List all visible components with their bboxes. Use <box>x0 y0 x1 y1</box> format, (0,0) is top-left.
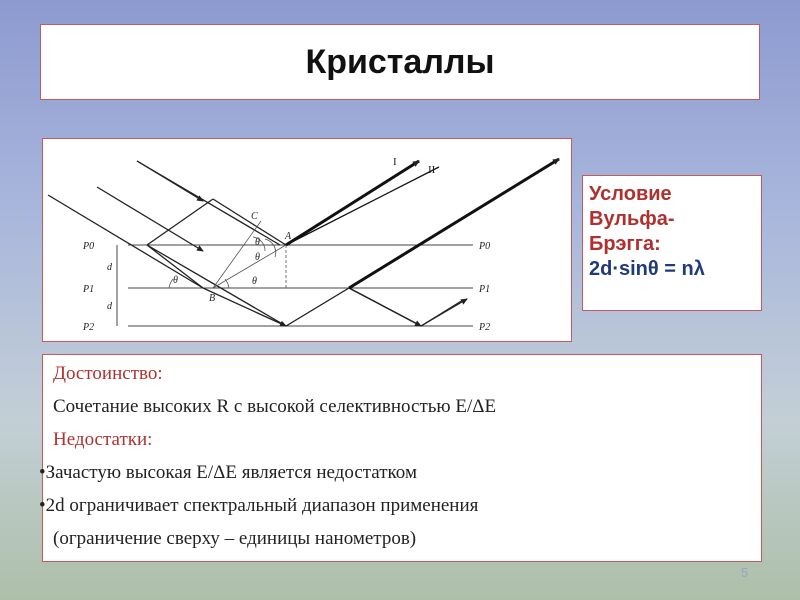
angle-label-4: θ <box>173 275 178 286</box>
disadvantage-text-2: 2d ограничивает спектральный диапазон применения <box>45 495 479 516</box>
notes-box <box>39 354 762 562</box>
advantages-text: Сочетание высоких R с высокой селективностью E/ΔE <box>53 396 497 417</box>
disadvantage-text-continuation: (ограничение сверху – единицы нанометров) <box>53 528 417 549</box>
bragg-diagram-svg <box>43 139 573 343</box>
spacing-label-1: d <box>107 262 112 273</box>
disadvantage-item: •Зачастую высокая E/ΔE является недостатком <box>39 462 417 483</box>
angle-label-3: θ <box>252 276 257 287</box>
plane-p0-label-left: P0 <box>83 241 95 252</box>
plane-p1-label-right: P1 <box>479 284 491 295</box>
ray-I-label: I <box>393 156 397 168</box>
construction-ba-line <box>213 245 286 288</box>
outgoing-ray-II <box>349 159 559 288</box>
reflection-upper-mid <box>213 199 286 245</box>
reflection-arrow-1 <box>203 288 286 326</box>
reflection-upper-left <box>147 199 213 245</box>
incident-ray-lower <box>48 195 203 288</box>
outgoing-ray-I-thin <box>286 167 439 245</box>
condition-line-2: Вульфа- <box>589 208 675 230</box>
reflection-arrow-3 <box>421 299 467 326</box>
advantages-heading: Достоинство: <box>53 363 163 384</box>
angle-arc-3 <box>225 279 229 288</box>
condition-line-1: Условие <box>589 183 672 205</box>
bragg-diagram <box>42 138 572 342</box>
point-a-label: A <box>285 231 292 242</box>
disadvantage-text-1: Зачастую высокая E/ΔE является недостатком <box>45 462 417 483</box>
incident-ray-lower-arrow <box>97 187 203 251</box>
point-b-label: B <box>209 293 216 304</box>
angle-label-2: θ <box>255 252 260 263</box>
bragg-condition-box <box>582 175 762 311</box>
disadvantage-item: •2d ограничивает спектральный диапазон применения <box>39 495 479 516</box>
ray-II-label: II <box>428 164 436 176</box>
slide-title: Кристаллы <box>305 42 495 81</box>
spacing-label-2: d <box>107 301 112 312</box>
point-c-label: C <box>251 211 258 222</box>
plane-p2-label-right: P2 <box>479 322 491 333</box>
disadvantages-heading: Недостатки: <box>53 429 153 450</box>
page-number: 5 <box>741 565 749 580</box>
outgoing-ray-I <box>286 161 419 245</box>
plane-p2-label-left: P2 <box>83 322 95 333</box>
plane-p0-label-right: P0 <box>479 241 491 252</box>
angle-label-1: θ <box>255 237 260 248</box>
incident-ray-upper-arrow <box>137 161 203 201</box>
title-box <box>40 24 760 100</box>
reflection-arrow-2 <box>349 288 421 326</box>
plane-p1-label-left: P1 <box>83 284 95 295</box>
reflection-path <box>147 245 463 326</box>
condition-line-3: Брэгга: <box>589 233 661 255</box>
bragg-formula: 2d·sinθ = nλ <box>589 258 705 280</box>
